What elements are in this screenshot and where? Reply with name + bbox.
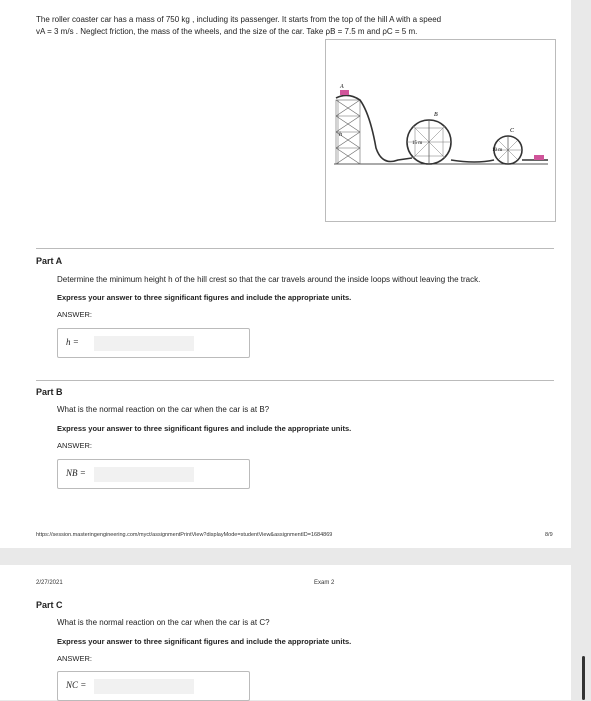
part-a-title: Part A — [36, 256, 63, 266]
part-a-answer-label: ANSWER: — [57, 310, 93, 319]
part-a-question: Determine the minimum height h of the hill crest so that the car travels around the inside loops without leaving the track. — [57, 275, 481, 284]
part-c-answer-label: ANSWER: — [57, 654, 93, 663]
page-2-exam: Exam 2 — [314, 580, 335, 586]
divider-b — [36, 380, 554, 381]
scrollbar-thumb[interactable] — [582, 656, 585, 700]
roller-coaster-figure — [325, 39, 556, 222]
footer-page-number: 8/9 — [545, 532, 553, 538]
label-b: B — [434, 112, 438, 118]
page-2 — [0, 565, 571, 700]
problem-line-2: vA = 3 m/s . Neglect friction, the mass of the wheels, and the size of the car. Take ρB = 7.5 m and ρC = 5 m. — [36, 27, 418, 36]
part-b-title: Part B — [36, 387, 63, 397]
label-15m: 15 m — [412, 141, 423, 146]
track-hill — [336, 95, 412, 161]
track-between-loops — [451, 160, 494, 162]
part-a-answer-box — [57, 328, 250, 358]
part-b-question: What is the normal reaction on the car when the car is at B? — [57, 405, 270, 414]
part-c-title: Part C — [36, 600, 63, 610]
label-c: C — [510, 128, 515, 134]
car-exit — [534, 155, 544, 160]
part-b-instructions: Express your answer to three significant figures and include the appropriate units. — [57, 424, 352, 433]
part-c-question: What is the normal reaction on the car when the car is at C? — [57, 618, 270, 627]
part-b-answer-label: ANSWER: — [57, 441, 93, 450]
part-c-field-label: NC = — [66, 680, 87, 690]
label-h: h — [339, 132, 342, 138]
footer-url: https://session.masteringengineering.com/myct/assignmentPrintView?displayMode=studentView&assignmentID=1684869 — [36, 532, 333, 538]
page-2-date: 2/27/2021 — [36, 580, 63, 586]
part-b-field-label: NB = — [66, 468, 86, 478]
roller-coaster-diagram — [326, 40, 555, 221]
part-c-instructions: Express your answer to three significant figures and include the appropriate units. — [57, 637, 352, 646]
label-10m: 10 m — [492, 148, 503, 153]
part-a-field-label: h = — [66, 337, 79, 347]
part-b-answer-box — [57, 459, 250, 489]
nb-input[interactable] — [94, 467, 194, 482]
car-at-a — [340, 90, 349, 95]
part-c-answer-box — [57, 671, 250, 701]
divider-a — [36, 248, 554, 249]
nc-input[interactable] — [94, 679, 194, 694]
problem-statement — [36, 14, 441, 38]
h-input[interactable] — [94, 336, 194, 351]
part-a-instructions: Express your answer to three significant figures and include the appropriate units. — [57, 293, 352, 302]
problem-line-1: The roller coaster car has a mass of 750 kg , including its passenger. It starts from the top of the hill A with a speed — [36, 15, 442, 24]
label-a: A — [340, 84, 344, 90]
